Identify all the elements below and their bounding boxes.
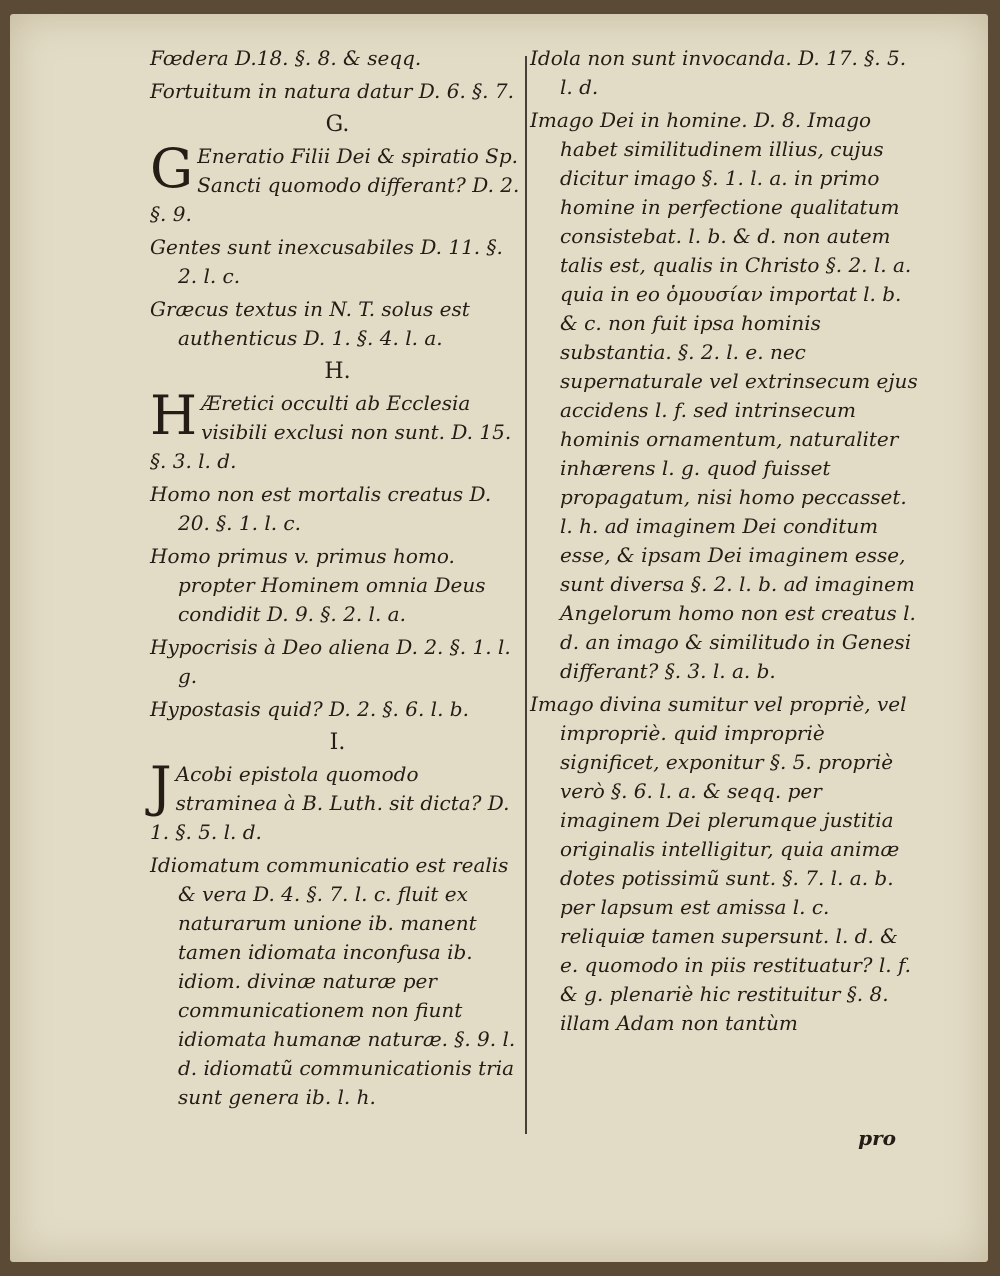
right-column [530,44,920,1042]
index-entry: Gentes sunt inexcusabiles D. 11. §. 2. l. c. [150,235,503,288]
index-entry [150,384,525,476]
column-divider [525,56,527,1134]
index-entry: Idiomatum communicatio est realis & vera D. 4. §. 7. l. c. fluit ex naturarum unione ib. manent tamen idiomata inconfusa ib. idiom. divinæ naturæ per communicationem non fiunt idiomata humanæ naturæ. §. 9. l. d. idiomatũ communicationis tria sunt genera ib. l. h. [150,853,516,1109]
left-column [150,44,525,1116]
drop-capital: G [150,137,194,200]
index-entry: Hypostasis quid? D. 2. §. 6. l. b. [150,697,469,721]
drop-capital: H [150,384,198,447]
index-entry [150,137,525,229]
section-letter: I. [329,730,346,755]
index-entry: Homo primus v. primus homo. propter Hominem omnia Deus condidit D. 9. §. 2. l. a. [150,544,486,626]
section-letter: H. [324,359,351,384]
index-entry: Imago Dei in homine. D. 8. Imago habet similitudinem illius, cujus dicitur imago §. 1. l. a. in primo homine in perfectione qualitatum consistebat. l. b. & d. non autem talis est, qualis in Christo §. 2. l. a. quia in eo ὁμουσίαν importat l. b. & c. non fuit ipsa hominis substantia. §. 2. l. e. nec supernaturale vel extrinsecum ejus accidens l. f. sed intrinsecum hominis ornamentum, naturaliter inhærens l. g. quod fuisset propagatum, nisi homo peccasset. l. h. ad imaginem Dei conditum esse, & ipsam Dei imaginem esse, sunt diversa §. 2. l. b. ad imaginem Angelorum homo non est creatus l. d. an imago & similitudo in Genesi differant? §. 3. l. a. b. [530,108,918,683]
book-page [10,14,988,1262]
index-entry: Fœdera D.18. §. 8. & seqq. [150,46,422,70]
catchword: pro [858,1126,896,1150]
entry-text: Acobi epistola quomodo straminea à B. Luth. sit dicta? D. 1. §. 5. l. d. [150,762,510,844]
index-entry: Imago divina sumitur vel propriè, vel impropriè. quid impropriè significet, exponitur §. 5. propriè verò §. 6. l. a. & seqq. per imaginem Dei plerumque justitia originalis intelligitur, quia animæ dotes potissimũ sunt. §. 7. l. a. b. per lapsum est amissa l. c. reliquiæ tamen supersunt. l. d. & e. quomodo in piis restituatur? l. f. & g. plenariè hic restituitur §. 8. illam Adam non tantùm [530,692,911,1035]
index-entry: Homo non est mortalis creatus D. 20. §. 1. l. c. [150,482,492,535]
entry-text: Eneratio Filii Dei & spiratio Sp. Sancti quomodo differant? D. 2. §. 9. [150,144,520,226]
entry-text: Æretici occulti ab Ecclesia visibili exclusi non sunt. D. 15. §. 3. l. d. [150,391,512,473]
index-entry: Hypocrisis à Deo aliena D. 2. §. 1. l. g. [150,635,511,688]
drop-capital: J [150,755,172,818]
index-entry [150,755,525,847]
index-entry: Fortuitum in natura datur D. 6. §. 7. [150,79,514,103]
index-entry: Idola non sunt invocanda. D. 17. §. 5. l. d. [530,46,907,99]
index-entry: Græcus textus in N. T. solus est authenticus D. 1. §. 4. l. a. [150,297,470,350]
section-letter: G. [325,112,350,137]
